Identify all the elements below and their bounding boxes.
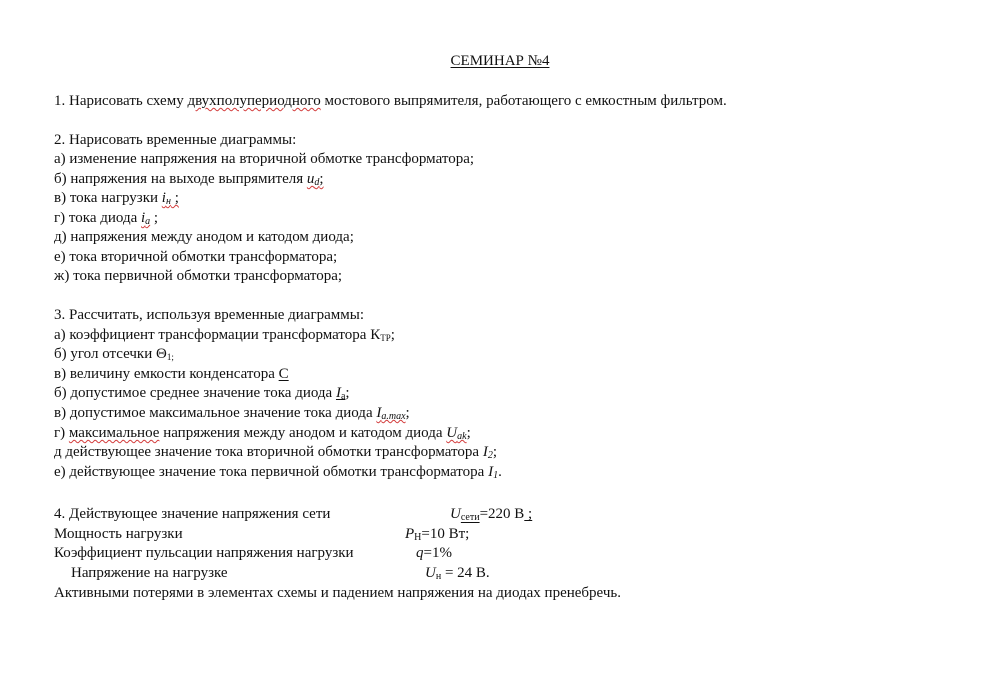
- symbol-u-grid-sub: сети: [460, 512, 480, 523]
- task-2-item-e: е) тока вторичной обмотки трансформатора;: [54, 249, 338, 265]
- task-4-line-2: [54, 525, 470, 545]
- task-3-item-e-text: е) действующее значение тока первичной обмотки трансформатора: [54, 464, 489, 480]
- symbol-ia-sub: а: [340, 391, 346, 402]
- symbol-iamax-sub: a.max: [381, 411, 406, 422]
- task-2-item-v-end: ;: [170, 190, 179, 206]
- task-1-prefix: 1. Нарисовать схему: [54, 93, 188, 109]
- page-title: СЕМИНАР №4: [450, 53, 550, 69]
- task-4-line-5: Активными потерями в элементах схемы и падением напряжения на диодах пренебречь.: [54, 585, 621, 601]
- task-3-item-v2-text: в) допустимое максимальное значение тока диода: [54, 405, 377, 421]
- task-4-line-1-label: 4. Действующее значение напряжения сети: [54, 506, 331, 522]
- symbol-capacitor: С: [278, 366, 289, 382]
- task-3-item-g-flag: максимальное: [68, 425, 160, 441]
- task-4-line-2-value: =10 Вт;: [421, 526, 470, 542]
- task-3-item-b2-end: ;: [345, 385, 350, 401]
- task-2-item-d: д) напряжения между анодом и катодом диода;: [54, 229, 354, 245]
- task-3-item-b2-text: б) допустимое среднее значение тока диода: [54, 385, 336, 401]
- symbol-p-load-sub: Н: [414, 532, 422, 543]
- task-2-item-zh: ж) тока первичной обмотки трансформатора;: [54, 268, 343, 284]
- task-2-item-b-text: б) напряжения на выходе выпрямителя: [54, 171, 307, 187]
- task-2-item-g-end: ;: [150, 210, 159, 226]
- symbol-u: u: [306, 171, 315, 187]
- task-3-item-g-pre: г): [54, 425, 69, 441]
- task-4-line-3-value: =1%: [423, 545, 452, 561]
- symbol-i-diode: i: [141, 210, 146, 226]
- task-1-rest: мостового выпрямителя, работающего с емкостным фильтром.: [320, 93, 727, 109]
- task-2-item-a: а) изменение напряжения на вторичной обмотке трансформатора;: [54, 151, 475, 167]
- task-3-heading: 3. Рассчитать, используя временные диаграммы:: [54, 307, 365, 323]
- task-1-line: [54, 92, 727, 112]
- task-4-line-3: [54, 544, 452, 564]
- task-3-item-a-text: а) коэффициент трансформации трансформатора К: [54, 327, 381, 343]
- symbol-i2: I: [482, 444, 488, 460]
- task-3-item-v2-end: ;: [405, 405, 410, 421]
- task-2-item-b-end: ;: [319, 171, 324, 187]
- symbol-uak: U: [446, 425, 458, 441]
- task-4-line-4-label: Напряжение на нагрузке: [71, 565, 228, 581]
- symbol-i-load-sub: н: [165, 196, 171, 207]
- task-4-line-2-label: Мощность нагрузки: [54, 526, 183, 542]
- task-3-item-b-text: б) угол отсечки Θ: [54, 346, 167, 362]
- task-2-item-v-text: в) тока нагрузки: [54, 190, 162, 206]
- task-4-line-1-value: =220 В: [479, 506, 525, 522]
- symbol-i-diode-sub: a: [145, 216, 151, 227]
- task-3-item-a-end: ;: [390, 327, 395, 343]
- task-3-item-e-end: .: [498, 464, 502, 480]
- symbol-uak-sub: ak: [457, 431, 467, 442]
- symbol-p-load: P: [405, 526, 415, 542]
- task-3-item-b-sub: 1;: [166, 352, 174, 362]
- symbol-u-load-sub: н: [435, 571, 442, 582]
- task-4-line-4-value: = 24 В.: [441, 565, 490, 581]
- symbol-u-load: U: [425, 565, 436, 581]
- symbol-i-load: i: [161, 190, 166, 206]
- symbol-ia: I: [335, 385, 341, 401]
- task-3-item-v: [54, 365, 289, 385]
- task-4-line-1-end: ;: [524, 506, 533, 522]
- symbol-i1-sub: 1: [493, 470, 499, 481]
- symbol-i2-sub: 2: [487, 450, 493, 461]
- symbol-u-grid: U: [450, 506, 461, 522]
- task-3-item-g-end: ;: [466, 425, 471, 441]
- task-3-item-d-end: ;: [492, 444, 497, 460]
- task-3-item-d-text: д действующее значение тока вторичной обмотки трансформатора: [54, 444, 483, 460]
- task-2-item-g-text: г) тока диода: [54, 210, 141, 226]
- symbol-iamax: I: [376, 405, 382, 421]
- task-3-item-e: [54, 463, 502, 486]
- task-4-line-1: [54, 505, 533, 525]
- task-3-item-a-sub: ТР: [380, 333, 391, 343]
- symbol-i1: I: [488, 464, 494, 480]
- task-4-line-3-label: Коэффициент пульсации напряжения нагрузки: [54, 545, 354, 561]
- task-3-item-v-text: в) величину емкости конденсатора: [54, 366, 279, 382]
- symbol-u-sub: d: [314, 177, 320, 188]
- symbol-q: q: [416, 545, 424, 561]
- task-3-item-g-text: напряжения между анодом и катодом диода: [159, 425, 447, 441]
- task-2-heading: 2. Нарисовать временные диаграммы:: [54, 132, 297, 148]
- task-1-flagged-word: двухполупериодного: [187, 93, 321, 109]
